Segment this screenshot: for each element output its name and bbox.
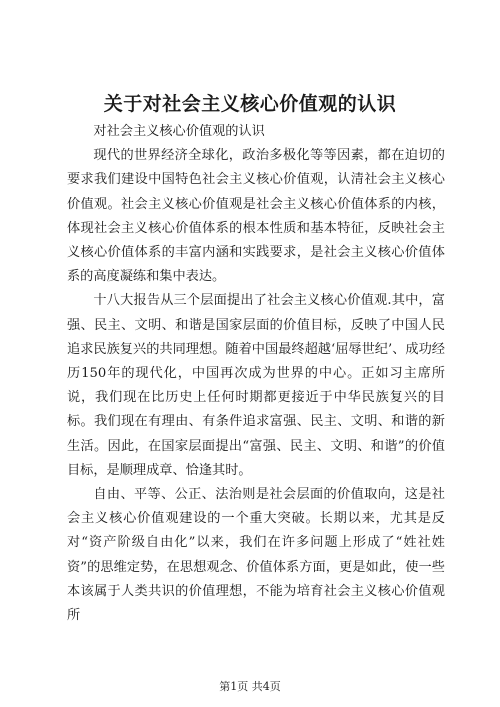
body-paragraph: 自由、平等、公正、法治则是社会层面的价值取向，这是社会主义核心价值观建设的一个重大突破。长期以来，尤其是反对“资产阶级自由化”以来，我们在许多问题上形成了“姓社姓资”的思维定势，在思想观念、价值体系方面，更是如此，使一些本该属于人类共识的价值理想，不能为培育社会主义核心价值观所 (67, 487, 445, 624)
document-body (67, 120, 445, 628)
page-number: 第1页 共4页 (219, 680, 281, 693)
body-paragraph: 十八大报告从三个层面提出了社会主义核心价值观.其中，富强、民主、文明、和谐是国家层面的价值目标，反映了中国人民追求民族复兴的共同理想。随着中国最终超越‘屈辱世纪’、成功经历150年的现代化，中国再次成为世界的中心。正如习主席所说，我们现在比历史上任何时期都更接近于中华民族复兴的目标。我们现在有理由、有条件追求富强、民主、文明、和谐的新生活。因此，在国家层面提出“富强、民主、文明、和谐”的价值目标，是顺理成章、恰逢其时。 (67, 293, 445, 478)
body-paragraph: 现代的世界经济全球化，政治多极化等等因素，都在迫切的要求我们建设中国特色社会主义核心价值观，认清社会主义核心价值观。社会主义核心价值观是社会主义核心价值体系的内核，体现社会主义核心价值体系的根本性质和基本特征，反映社会主义核心价值体系的丰富内涵和实践要求，是社会主义核心价值体系的高度凝练和集中表达。 (67, 148, 445, 285)
subtitle-paragraph: 对社会主义核心价值观的认识 (93, 124, 265, 139)
document-title: 关于对社会主义核心价值观的认识 (103, 93, 397, 115)
